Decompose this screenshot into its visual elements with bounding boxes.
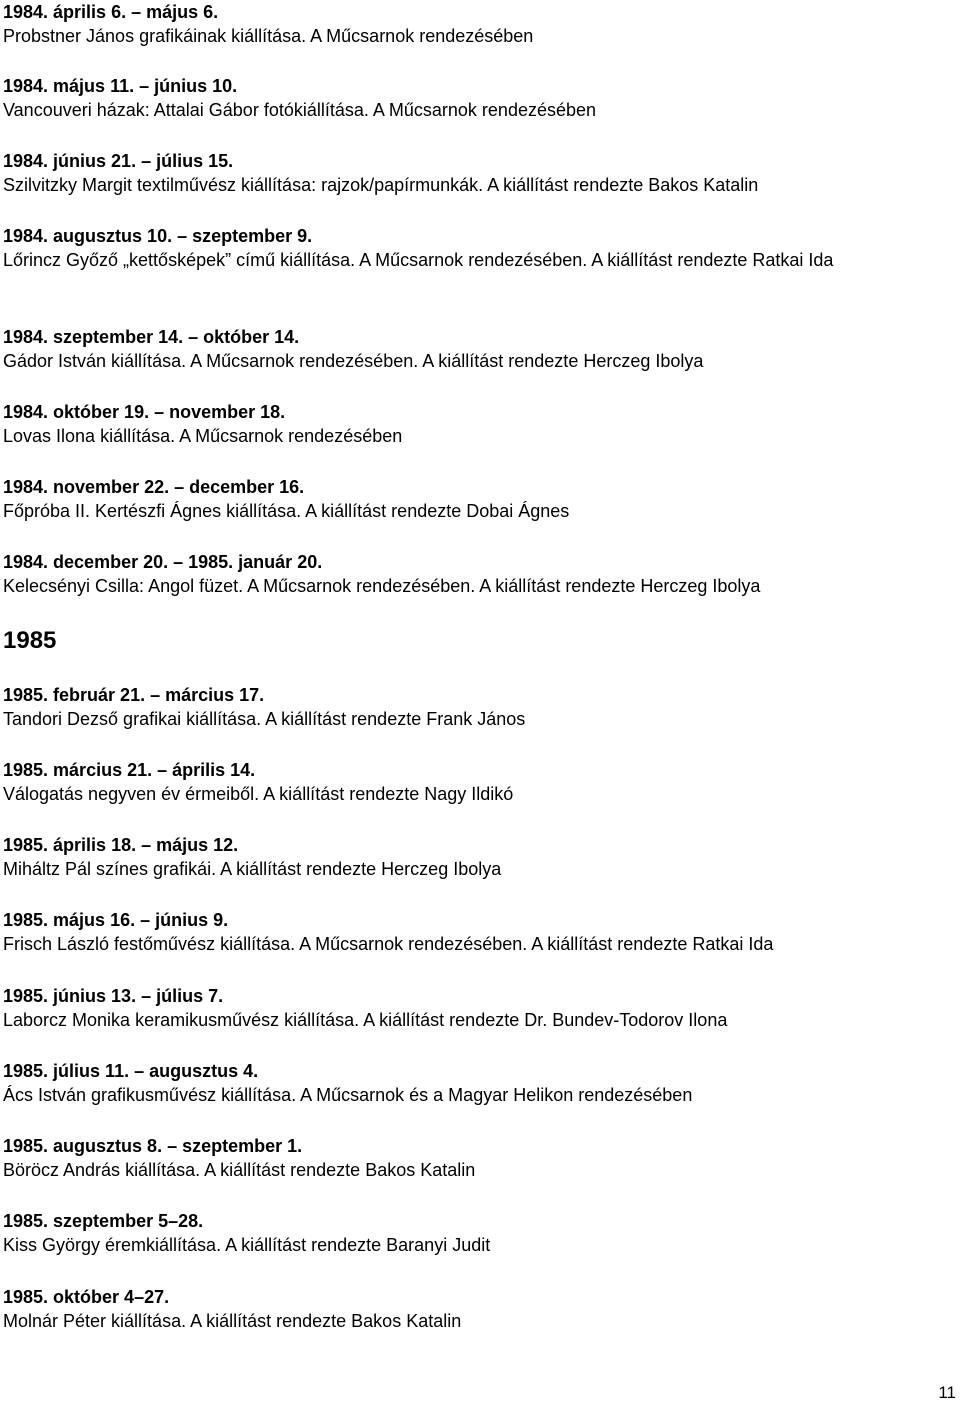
exhibition-description: Válogatás negyven év érmeiből. A kiállítást rendezte Nagy Ildikó [3,784,514,804]
exhibition-entry [3,908,953,957]
exhibition-date: 1985. április 18. – május 12. [3,835,239,855]
exhibition-description: Kelecsényi Csilla: Angol füzet. A Műcsarnok rendezésében. A kiállítást rendezte Herczeg Ibolya [3,576,761,596]
exhibition-description: Szilvitzky Margit textilművész kiállítása: rajzok/papírmunkák. A kiállítást rendezte Bakos Katalin [3,175,759,195]
exhibition-entry [3,758,953,807]
exhibition-date: 1985. augusztus 8. – szeptember 1. [3,1136,303,1156]
exhibition-description: Frisch László festőművész kiállítása. A Műcsarnok rendezésében. A kiállítást rendezte Ratkai Ida [3,934,774,954]
exhibition-description: Gádor István kiállítása. A Műcsarnok rendezésében. A kiállítást rendezte Herczeg Ibolya [3,351,704,371]
exhibition-entry [3,0,953,49]
exhibition-description: Kiss György éremkiállítása. A kiállítást rendezte Baranyi Judit [3,1235,491,1255]
exhibition-entry [3,475,953,524]
exhibition-entry [3,683,953,732]
exhibition-description: Probstner János grafikáinak kiállítása. A Műcsarnok rendezésében [3,26,534,46]
exhibition-date: 1985. február 21. – március 17. [3,685,265,705]
exhibition-date: 1984. december 20. – 1985. január 20. [3,552,323,572]
exhibition-entry [3,400,953,449]
exhibition-description: Vancouveri házak: Attalai Gábor fotókiállítása. A Műcsarnok rendezésében [3,100,597,120]
exhibition-description: Böröcz András kiállítása. A kiállítást rendezte Bakos Katalin [3,1160,476,1180]
exhibition-date: 1984. június 21. – július 15. [3,151,234,171]
exhibition-entry [3,1134,953,1183]
exhibition-entry [3,833,953,882]
exhibition-description: Tandori Dezső grafikai kiállítása. A kiállítást rendezte Frank János [3,709,526,729]
exhibition-date: 1985. június 13. – július 7. [3,986,224,1006]
exhibition-entry [3,325,953,374]
exhibition-description: Lovas Ilona kiállítása. A Műcsarnok rendezésében [3,426,403,446]
page-number: 11 [938,1383,956,1402]
exhibition-date: 1984. május 11. – június 10. [3,76,238,96]
exhibition-date: 1984. október 19. – november 18. [3,402,286,422]
exhibition-entry [3,984,953,1033]
exhibition-date: 1985. július 11. – augusztus 4. [3,1061,259,1081]
exhibition-description: Laborcz Monika keramikusművész kiállítása. A kiállítást rendezte Dr. Bundev-Todorov Ilona [3,1010,728,1030]
exhibition-date: 1984. augusztus 10. – szeptember 9. [3,226,313,246]
exhibition-date: 1984. április 6. – május 6. [3,2,219,22]
exhibition-entry [3,74,953,123]
exhibition-date: 1984. november 22. – december 16. [3,477,305,497]
exhibition-description: Ács István grafikusművész kiállítása. A Műcsarnok és a Magyar Helikon rendezésében [3,1085,693,1105]
exhibition-description: Miháltz Pál színes grafikái. A kiállítást rendezte Herczeg Ibolya [3,859,502,879]
year-heading: 1985 [3,627,57,654]
exhibition-date: 1985. szeptember 5–28. [3,1211,204,1231]
exhibition-date: 1985. május 16. – június 9. [3,910,229,930]
exhibition-entry [3,1209,953,1258]
exhibition-date: 1985. március 21. – április 14. [3,760,256,780]
exhibition-entry [3,550,953,599]
exhibition-entry [3,1285,953,1334]
exhibition-description: Molnár Péter kiállítása. A kiállítást rendezte Bakos Katalin [3,1311,462,1331]
exhibition-description: Főpróba II. Kertészfi Ágnes kiállítása. A kiállítást rendezte Dobai Ágnes [3,501,570,521]
exhibition-date: 1984. szeptember 14. – október 14. [3,327,300,347]
exhibition-entry [3,1059,953,1108]
exhibition-entry [3,149,953,198]
exhibition-entry [3,224,953,273]
exhibition-description: Lőrincz Győző „kettősképek” című kiállítása. A Műcsarnok rendezésében. A kiállítást rendezte Ratkai Ida [3,250,834,270]
exhibition-date: 1985. október 4–27. [3,1287,170,1307]
